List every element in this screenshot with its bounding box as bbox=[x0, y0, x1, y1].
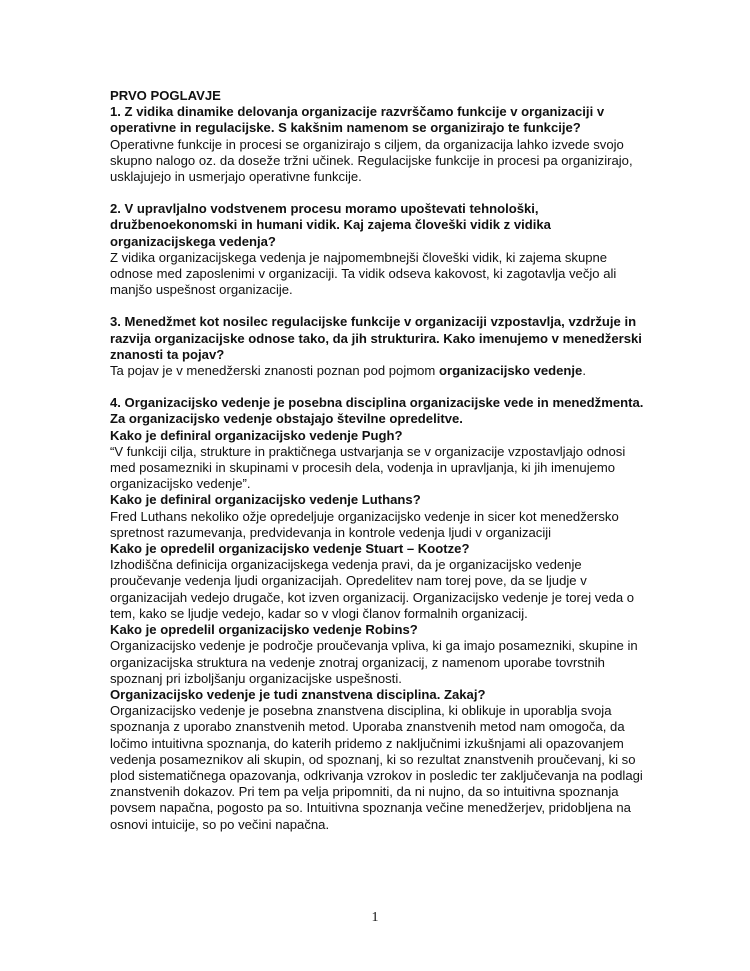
answer-stuart-kootze: Izhodiščna definicija organizacijskega vedenja pravi, da je organizacijsko vedenje proučevanje vedenja ljudi organizacijah. Opredelitev nam torej pove, da se ljudje v organizacijah vedejo drugače, kot izven organizacij. Organizacijsko vedenje je torej veda o tem, kako se ljudje vedejo, kadar so v vlogi članov formalnih organizacij. bbox=[110, 557, 635, 621]
question-3: 3. Menedžmet kot nosilec regulacijske funkcije v organizaciji vzpostavlja, vzdržuje in razvija organizacijske odnose tako, da jih strukturira. Kako imenujemo v menedžerski znanosti ta pojav? bbox=[110, 314, 642, 362]
answer-3-text: Ta pojav je v menedžerski znanosti poznan pod pojmom bbox=[110, 363, 439, 379]
answer-robins: Organizacijsko vedenje je področje proučevanja vpliva, ki ga imajo posamezniki, skupine in organizacijska struktura na vedenje znotraj organizacij, z namenom uporabe tovrstnih spoznanj pri izboljšanju organizacijske uspešnosti. bbox=[110, 638, 638, 686]
question-luthans: Kako je definiral organizacijsko vedenje Luthans? bbox=[110, 492, 421, 508]
question-2: 2. V upravljalno vodstvenem procesu moramo upoštevati tehnološki, družbenoekonomski in humani vidik. Kaj zajema človeški vidik z vidika organizacijskega vedenja? bbox=[110, 201, 551, 249]
question-stuart-kootze: Kako je opredelil organizacijsko vedenje Stuart – Kootze? bbox=[110, 541, 470, 557]
question-1: 1. Z vidika dinamike delovanja organizacije razvrščamo funkcije v organizaciji v operativne in regulacijske. S kakšnim namenom se organizirajo te funkcije? bbox=[110, 104, 605, 136]
question-science: Organizacijsko vedenje je tudi znanstvena disciplina. Zakaj? bbox=[110, 686, 486, 702]
answer-science: Organizacijsko vedenje je posebna znanstvena disciplina, ki oblikuje in uporablja svoja spoznanja z uporabo znanstvenih metod. Uporaba znanstvenih metod nam omogoča, da ločimo intuitivna spoznanja, do katerih pridemo z naključnimi izkušnjami ali opazovanjem vedenja posameznikov ali skupin, od spoznanj, ki so rezultat znanstvenih proučevanj, ki so plod sistematičnega opazovanja, odkrivanja vzrokov in posledic ter zaključevanja na podlagi znanstvenih dokazov. Pri tem pa velja pripomniti, da ni nujno, da so intuitivna spoznanja povsem napačna, pogosto pa so. Intuitivna spoznanja večine menedžerjev, pridobljena na osnovi intuicije, so po večini napačna. bbox=[110, 703, 643, 832]
answer-luthans: Fred Luthans nekoliko ožje opredeljuje organizacijsko vedenje in sicer kot menedžersko spretnost razumevanja, predvidevanja in kontrole vedenja ljudi v organizaciji bbox=[110, 508, 619, 540]
answer-pugh: “V funkciji cilja, strukture in praktičnega ustvarjanja se v organizacije vzpostavljajo odnosi med posamezniki in skupinami v procesih dela, vodenja in upravljanja, ki jih imenujemo organizacijsko vedenje”. bbox=[110, 443, 626, 492]
answer-3-end: . bbox=[582, 363, 586, 379]
question-pugh: Kako je definiral organizacijsko vedenje Pugh? bbox=[110, 427, 403, 443]
question-robins: Kako je opredelil organizacijsko vedenje Robins? bbox=[110, 622, 418, 638]
answer-3-term: organizacijsko vedenje bbox=[438, 363, 583, 379]
question-4-intro: 4. Organizacijsko vedenje je posebna disciplina organizacijske vede in menedžmenta. Za organizacijsko vedenje obstajajo številne opredelitve. bbox=[110, 395, 644, 427]
answer-3 bbox=[110, 363, 650, 379]
answer-2: Z vidika organizacijskega vedenja je najpomembnejši človeški vidik, ki zajema skupne odnose med zaposlenimi v organizaciji. Ta vidik odseva kakovost, ki zagotavlja večjo ali manjšo uspešnost organizacije. bbox=[110, 249, 617, 298]
answer-1: Operativne funkcije in procesi se organizirajo s ciljem, da organizacija lahko izvede svojo skupno nalogo oz. da doseže tržni učinek. Regulacijske funkcije in procesi pa organizirajo, usklajujejo in usmerjajo operativne funkcije. bbox=[110, 136, 633, 185]
chapter-title: PRVO POGLAVJE bbox=[110, 88, 221, 103]
document-body bbox=[110, 88, 650, 833]
page-number: 1 bbox=[371, 910, 379, 925]
